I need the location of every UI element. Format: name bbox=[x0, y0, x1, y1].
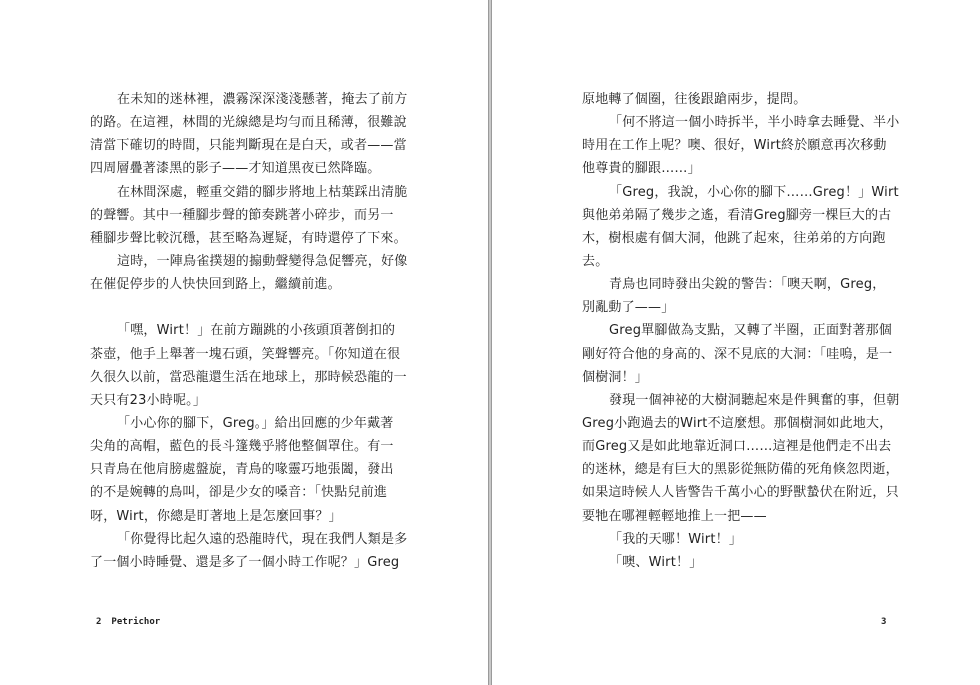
text-line: 在未知的迷林裡，濃霧深深淺淺懸著，掩去了前方 bbox=[117, 92, 408, 107]
text-line: 「嘿，Wirt！」在前方蹦跳的小孩頭頂著倒扣的 bbox=[117, 323, 396, 339]
text-line: 與他弟弟隔了幾步之遙，看清Greg腳旁一棵巨大的古 bbox=[582, 207, 892, 223]
text-line: 去。 bbox=[582, 253, 609, 269]
text-line: 茶壺，他手上舉著一塊石頭，笑聲響亮。「你知道在很 bbox=[90, 346, 401, 362]
text-line: 別亂動了——」 bbox=[582, 300, 675, 316]
right-page bbox=[491, 0, 980, 685]
text-line: 的迷林，總是有巨大的黑影從無防備的死角倏忽閃逝， bbox=[582, 462, 899, 478]
text-line: 木，樹根處有個大洞，他跳了起來，往弟弟的方向跑 bbox=[582, 230, 886, 246]
text-line: 要牠在哪裡輕輕地推上一把—— bbox=[582, 508, 767, 524]
text-line: 種腳步聲比較沉穩，甚至略為遲疑，有時還停了下來。 bbox=[90, 230, 407, 246]
text-line: 四周層疊著漆黑的影子——才知道黑夜已然降臨。 bbox=[90, 161, 381, 177]
text-line: 「小心你的腳下，Greg。」給出回應的少年戴著 bbox=[117, 415, 394, 431]
right-page-body bbox=[582, 88, 900, 574]
running-title: Petrichor bbox=[111, 617, 161, 627]
text-line: 「噢、Wirt！」 bbox=[609, 554, 703, 570]
text-line: 「何不將這一個小時拆半，半小時拿去睡覺、半小 bbox=[609, 115, 900, 131]
left-page-footer bbox=[96, 617, 160, 627]
text-line: 「Greg，我說，小心你的腳下……Greg！」Wirt bbox=[609, 184, 899, 200]
text-line: 在林間深處，輕重交錯的腳步將地上枯葉踩出清脆 bbox=[117, 184, 408, 200]
text-line: Greg單腳做為支點，又轉了半圈，正面對著那個 bbox=[609, 323, 892, 339]
text-line: 發現一個神祕的大樹洞聽起來是件興奮的事，但朝 bbox=[609, 392, 900, 408]
text-line: 久很久以前，當恐龍還生活在地球上，那時候恐龍的一 bbox=[90, 369, 407, 385]
text-line: 的路。在這裡，林間的光線總是均勻而且稀薄，很難說 bbox=[90, 115, 407, 131]
text-line: 只青鳥在他肩膀處盤旋，青鳥的喙靈巧地張闔，發出 bbox=[90, 462, 394, 478]
text-line: 「我的天哪！Wirt！」 bbox=[609, 531, 743, 547]
text-line: 他尊貴的腳跟……」 bbox=[582, 161, 701, 177]
text-line: 時用在工作上呢？噢、很好，Wirt終於願意再次移動 bbox=[582, 138, 887, 154]
text-line: 尖角的高帽，藍色的長斗篷幾乎將他整個罩住。有一 bbox=[90, 439, 394, 455]
text-line: 「你覺得比起久遠的恐龍時代，現在我們人類是多 bbox=[117, 531, 408, 547]
text-line: 了一個小時睡覺、還是多了一個小時工作呢？」Greg bbox=[90, 554, 400, 570]
text-line: 青鳥也同時發出尖銳的警告：「噢天啊，Greg， bbox=[609, 277, 886, 293]
page-number-right: 3 bbox=[881, 617, 887, 627]
left-page-body bbox=[90, 88, 408, 574]
left-page bbox=[0, 0, 489, 685]
text-line: 個樹洞！」 bbox=[582, 369, 649, 385]
text-line: 這時，一陣鳥雀撲翅的搧動聲變得急促響亮，好像 bbox=[117, 253, 408, 269]
page-number-left: 2 bbox=[96, 617, 102, 627]
text-line: 的聲響。其中一種腳步聲的節奏跳著小碎步，而另一 bbox=[90, 207, 394, 223]
text-line: 的不是婉轉的鳥叫，卻是少女的嗓音：「快點兒前進 bbox=[90, 485, 388, 501]
text-line: 在催促停步的人快快回到路上，繼續前進。 bbox=[90, 277, 341, 293]
right-page-footer bbox=[881, 617, 886, 627]
text-line: 原地轉了個圈，往後跟蹌兩步，提問。 bbox=[582, 92, 807, 107]
text-line: Greg小跑過去的Wirt不這麼想。那個樹洞如此地大， bbox=[582, 415, 893, 431]
text-line: 天只有23小時呢。」 bbox=[90, 392, 207, 408]
text-line: 而Greg又是如此地靠近洞口……這裡是他們走不出去 bbox=[582, 439, 892, 455]
text-line: 如果這時候人人皆警告千萬小心的野獸蟄伏在附近，只 bbox=[582, 485, 899, 501]
text-line: 清當下確切的時間，只能判斷現在是白天，或者——當 bbox=[90, 138, 407, 154]
text-line: 呀，Wirt，你總是盯著地上是怎麼回事？」 bbox=[90, 508, 342, 524]
text-line bbox=[90, 296, 402, 319]
text-line: 剛好符合他的身高的、深不見底的大洞：「哇嗚，是一 bbox=[582, 346, 893, 362]
